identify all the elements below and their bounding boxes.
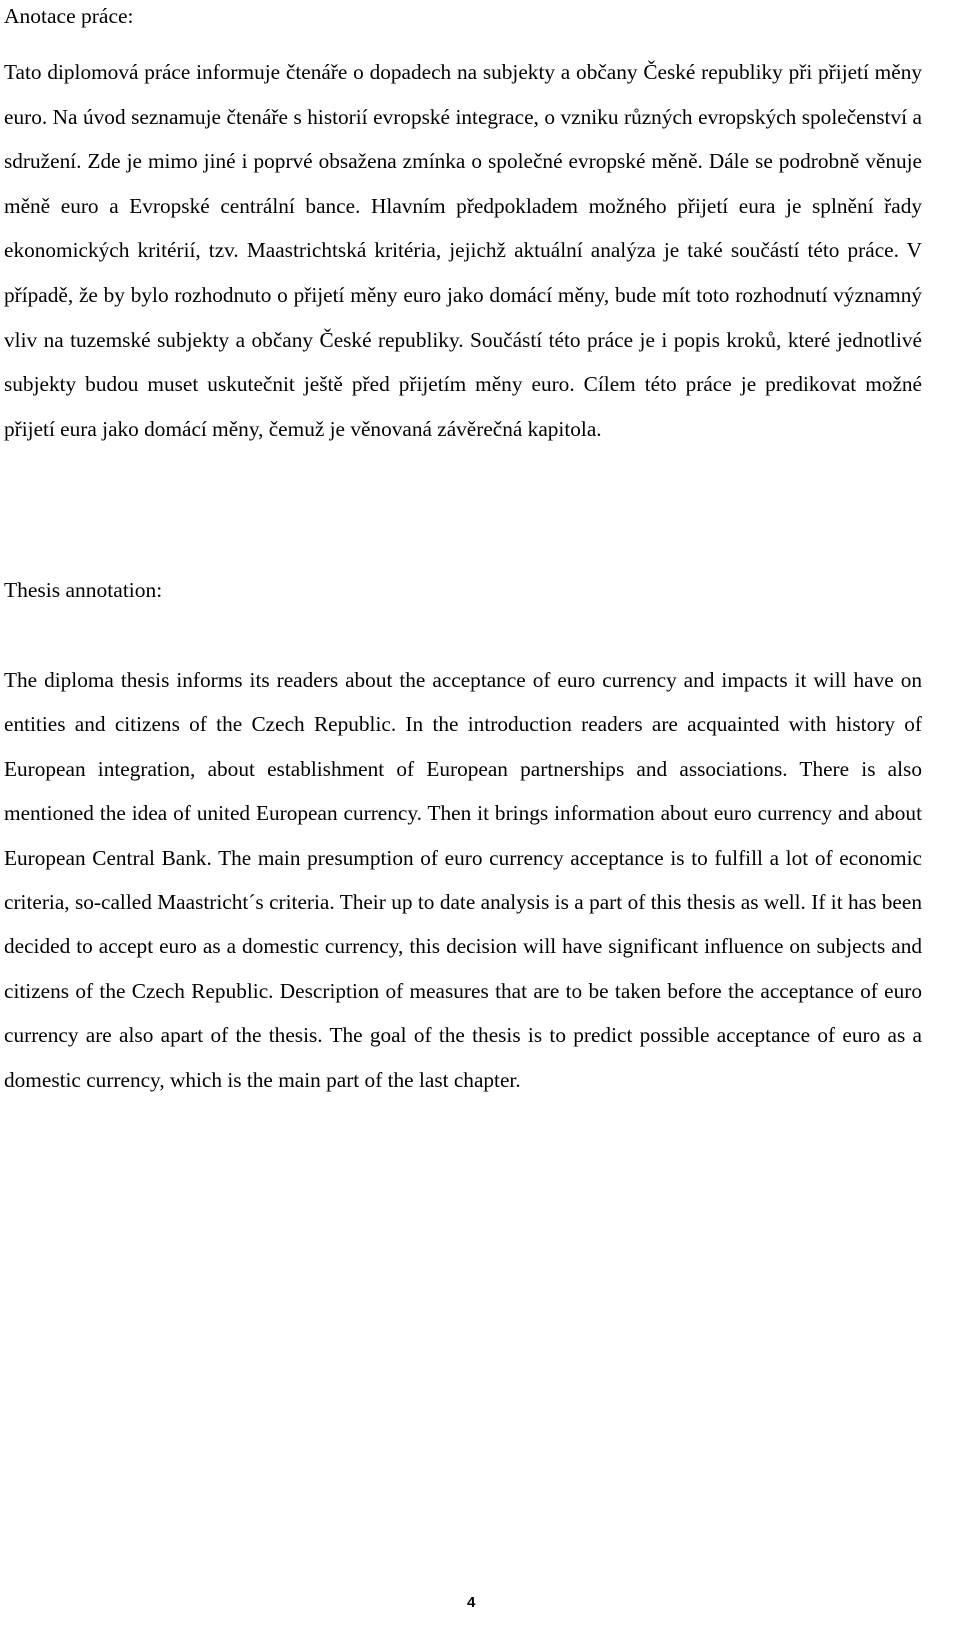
czech-annotation-paragraph: Tato diplomová práce informuje čtenáře o dopadech na subjekty a občany České republiky při přijetí měny euro. Na úvod seznamuje čtenáře s historií evropské integrace, o vzniku různých evropských společenství a sdružení. Zde je mimo jiné i poprvé obsažena zmínka o společné evropské měně. Dále se podrobně věnuje měně euro a Evropské centrální bance. Hlavním předpokladem možného přijetí eura je splnění řady ekonomických kritérií, tzv. Maastrichtská kritéria, jejichž aktuální analýza je také součástí této práce. V případě, že by bylo rozhodnuto o přijetí měny euro jako domácí měny, bude mít toto rozhodnutí významný vliv na tuzemské subjekty a občany České republiky. Součástí této práce je i popis kroků, které jednotlivé subjekty budou muset uskutečnit ještě před přijetím měny euro. Cílem této práce je predikovat možné přijetí eura jako domácí měny, čemuž je věnovaná závěrečná kapitola. [4,60,922,441]
english-annotation-heading: Thesis annotation: [4,578,163,602]
page-number: 4 [467,1594,476,1611]
english-annotation-paragraph: The diploma thesis informs its readers about the acceptance of euro currency and impacts it will have on entities and citizens of the Czech Republic. In the introduction readers are acquainted with history of European integration, about establishment of European partnerships and associations. There is also mentioned the idea of united European currency. Then it brings information about euro currency and about European Central Bank. The main presumption of euro currency acceptance is to fulfill a lot of economic criteria, so-called Maastricht´s criteria. Their up to date analysis is a part of this thesis as well. If it has been decided to accept euro as a domestic currency, this decision will have significant influence on subjects and citizens of the Czech Republic. Description of measures that are to be taken before the acceptance of euro currency are also apart of the thesis. The goal of the thesis is to predict possible acceptance of euro as a domestic currency, which is the main part of the last chapter. [4,668,922,1092]
czech-annotation-heading: Anotace práce: [4,4,134,28]
